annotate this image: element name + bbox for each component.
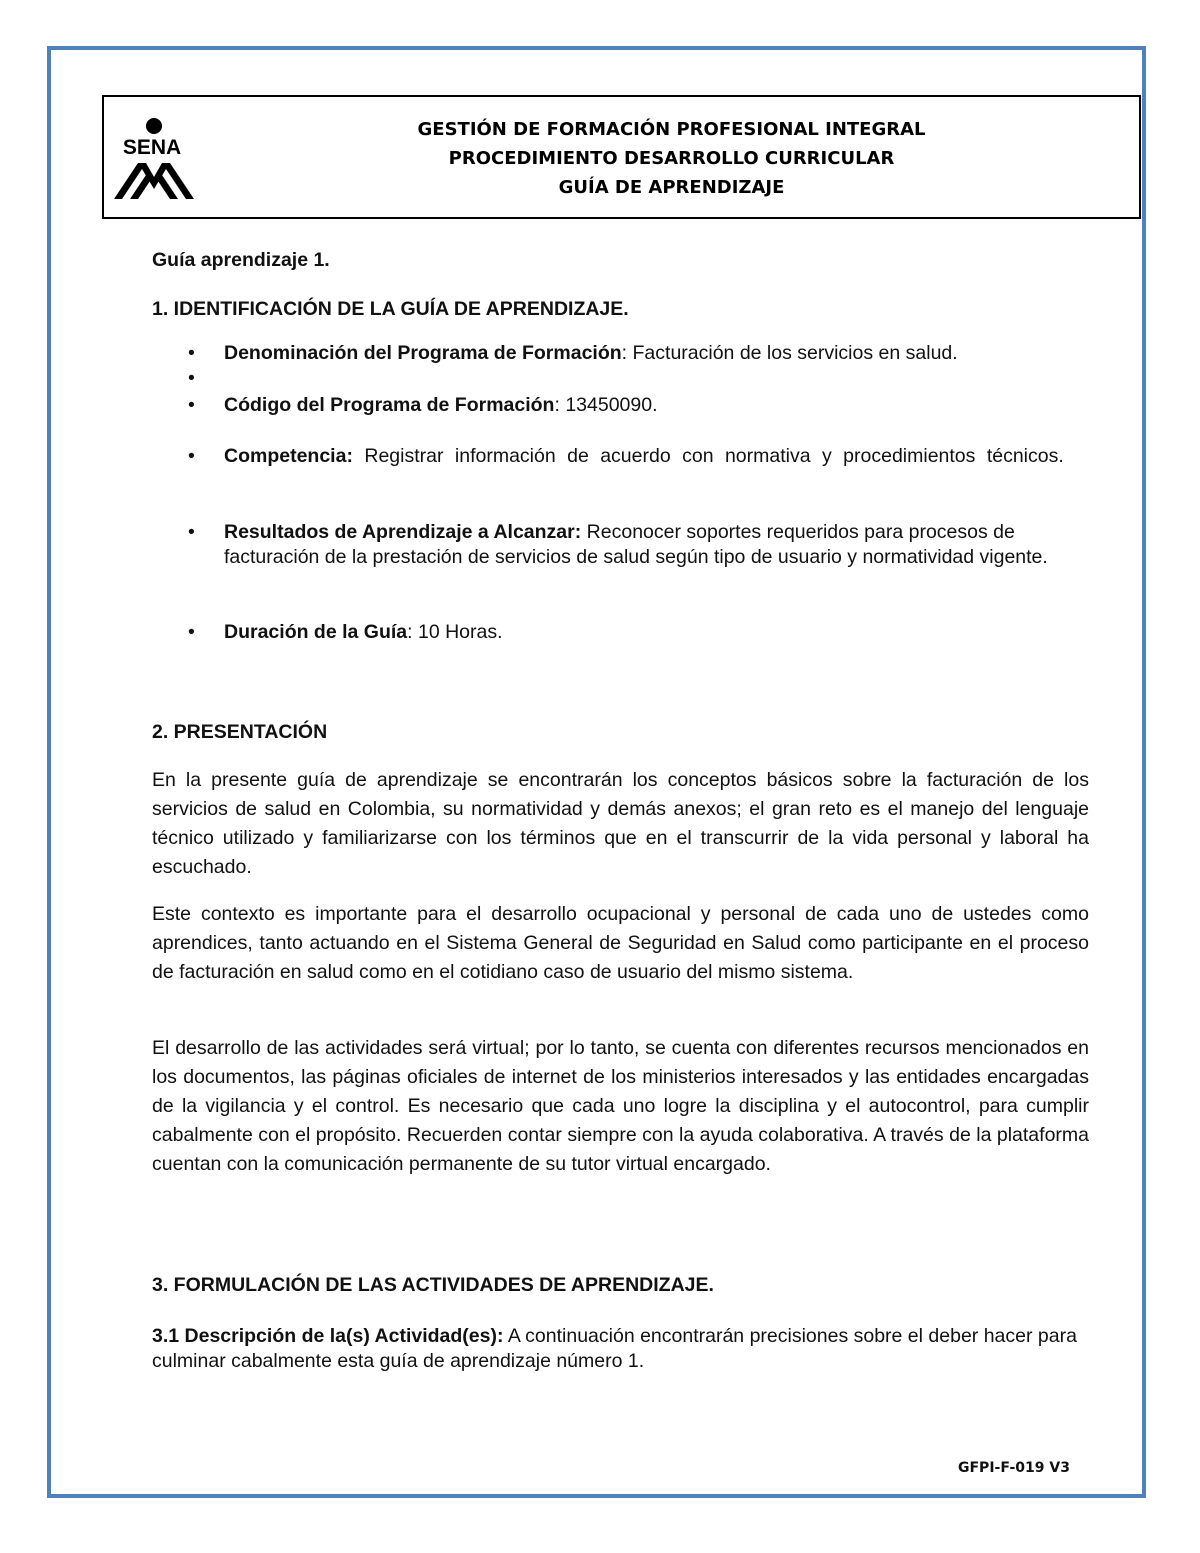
list-item-learning-results xyxy=(152,520,1089,570)
list-item-program-code: • Código del Programa de Formación: 13450090. xyxy=(188,394,658,416)
item-label: Competencia: xyxy=(224,445,353,467)
header-line-2: PROCEDIMIENTO DESARROLLO CURRICULAR xyxy=(448,148,895,169)
header-titles xyxy=(224,115,1119,202)
item-value: Facturación de los servicios en salud. xyxy=(632,342,958,364)
presentation-paragraph-2: Este contexto es importante para el desarrollo ocupacional y personal de cada uno de ustedes como aprendices, tanto actuando en el Sistema General de Seguridad en Salud como participante en el proceso de facturación en salud como en el cotidiano caso de usuario del mismo sistema. xyxy=(152,903,1089,983)
item-value: Registrar información de acuerdo con normativa y procedimientos técnicos. xyxy=(364,445,1064,467)
section-2-heading: 2. PRESENTACIÓN xyxy=(152,721,328,743)
bullet-icon: • xyxy=(188,342,195,364)
section-3-heading: 3. FORMULACIÓN DE LAS ACTIVIDADES DE APRENDIZAJE. xyxy=(152,1274,714,1296)
item-label: Duración de la Guía xyxy=(224,621,408,643)
guide-title: Guía aprendizaje 1. xyxy=(152,249,330,271)
bullet-icon: • xyxy=(188,367,195,389)
item-label: Denominación del Programa de Formación xyxy=(224,342,622,364)
item-value: Reconocer soportes requeridos para procesos de facturación de la prestación de servicios de salud según tipo de usuario y normatividad vigente. xyxy=(224,521,1048,568)
activity-description-text: A continuación encontrarán precisiones sobre el deber hacer para culminar cabalmente esta guía de aprendizaje número 1. xyxy=(152,1325,1077,1372)
bullet-icon: • xyxy=(188,621,195,643)
item-label: Resultados de Aprendizaje a Alcanzar: xyxy=(224,521,582,543)
header-line-1: GESTIÓN DE FORMACIÓN PROFESIONAL INTEGRAL xyxy=(417,119,926,140)
item-label: Código del Programa de Formación xyxy=(224,394,555,416)
item-value: 10 Horas. xyxy=(417,621,503,643)
presentation-paragraph-1: En la presente guía de aprendizaje se encontrarán los conceptos básicos sobre la facturación de los servicios de salud en Colombia, su normatividad y demás anexos; el gran reto es el manejo del lenguaje técnico utilizado y familiarizarse con los términos que en el transcurrir de la vida personal y laboral ha escuchado. xyxy=(152,769,1089,878)
list-item-competency xyxy=(152,444,1089,469)
item-value: 13450090. xyxy=(565,394,658,416)
list-item-program-name: • Denominación del Programa de Formación: Facturación de los servicios en salud. xyxy=(188,342,958,364)
svg-text:SENA: SENA xyxy=(122,136,182,159)
sena-logo xyxy=(108,117,198,201)
activity-description-label: 3.1 Descripción de la(s) Actividad(es): xyxy=(152,1325,504,1347)
section-1-heading: 1. IDENTIFICACIÓN DE LA GUÍA DE APRENDIZAJE. xyxy=(152,298,629,320)
bullet-icon: • xyxy=(188,521,195,543)
header-line-3: GUÍA DE APRENDIZAJE xyxy=(558,177,785,198)
activity-description xyxy=(152,1324,1082,1374)
presentation-paragraph-3: El desarrollo de las actividades será virtual; por lo tanto, se cuenta con diferentes recursos mencionados en los documentos, las páginas oficiales de internet de los ministerios interesados y las entidades encargadas de la vigilancia y el control. Es necesario que cada uno logre la disciplina y el autocontrol, para cumplir cabalmente con el propósito. Recuerden contar siempre con la ayuda colaborativa. A través de la plataforma cuentan con la comunicación permanente de su tutor virtual encargado. xyxy=(152,1037,1089,1175)
list-item-duration: • Duración de la Guía: 10 Horas. xyxy=(188,621,503,643)
bullet-icon: • xyxy=(188,394,195,416)
bullet-icon: • xyxy=(188,445,195,467)
document-header xyxy=(102,95,1141,219)
form-code: GFPI-F-019 V3 xyxy=(958,1460,1070,1476)
